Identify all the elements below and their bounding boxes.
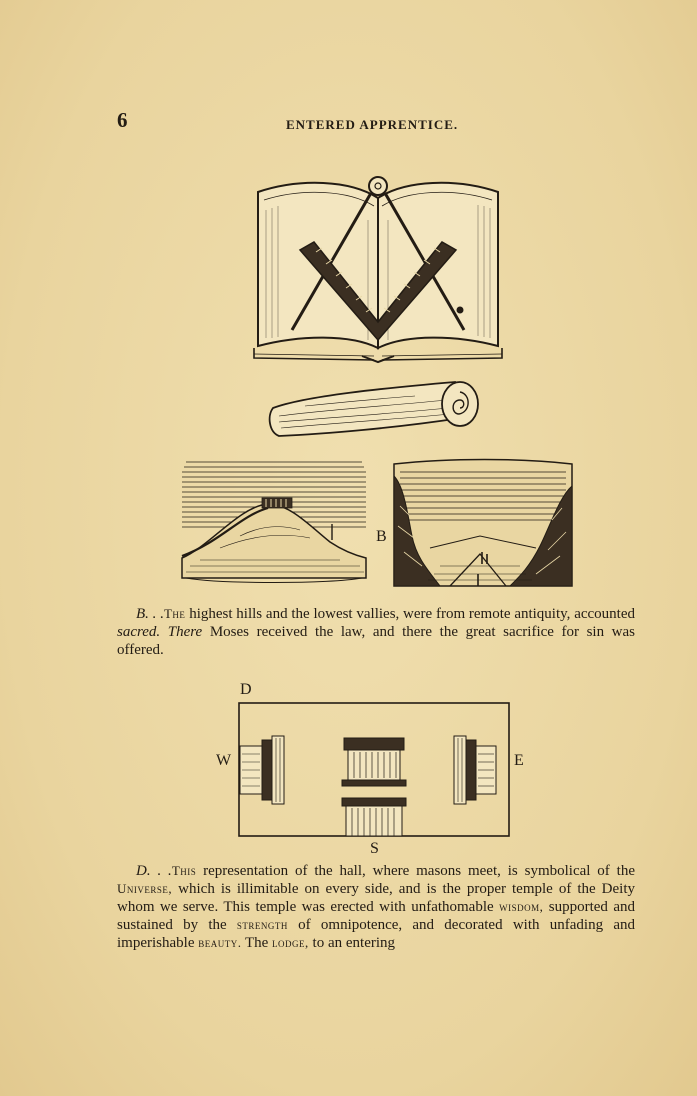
valley-vignette — [390, 456, 576, 596]
bible-square-compasses-illustration — [250, 170, 510, 365]
scroll-illustration — [265, 370, 485, 442]
running-head: ENTERED APPRENTICE. — [286, 117, 459, 132]
figure-d-caption: D. . .This representation of the hall, where masons meet, is symbolical of the Universe, which is illimitable on every side, and is the proper temple of the Deity whom we serve. This temple was erected with unfathomable wisdom, supported and sustained by the strength of omnipotence, and decorated with unfading and imperishable beauty. The lodge, to an entering — [117, 863, 635, 951]
south-pillar — [342, 798, 406, 836]
diagram-label-east: E — [514, 752, 524, 769]
figure-b-caption: B. . .The highest hills and the lowest vallies, were from remote antiquity, accounted sacred. There Moses received the law, and there the great sacrifice for sin was offered. — [117, 606, 636, 658]
center-altar — [342, 738, 406, 786]
hill-vignette — [180, 456, 368, 588]
caption-d-ref: D. . . — [136, 863, 172, 879]
figure-b-label: B — [376, 528, 387, 545]
lodge-diagram — [238, 702, 510, 838]
diagram-label-south: S — [370, 840, 379, 857]
west-pillar — [240, 736, 284, 804]
page-number: 6 — [117, 108, 128, 132]
diagram-label-west: W — [216, 752, 232, 769]
caption-b-ref: B. . . — [136, 606, 164, 622]
east-pillar — [454, 736, 496, 804]
diagram-label-north: D — [240, 681, 252, 698]
